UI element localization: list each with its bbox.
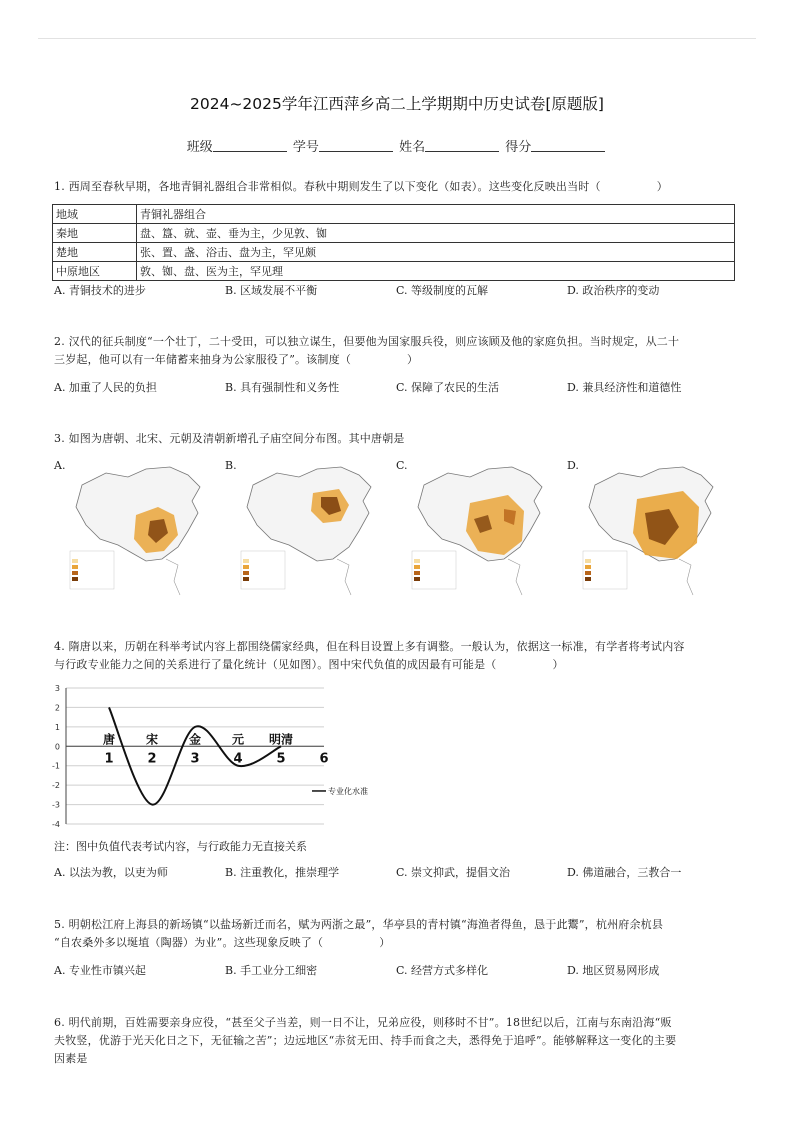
legend-label: 专业化水准: [328, 786, 368, 796]
page-title: 2024~2025学年江西萍乡高二上学期期中历史试卷[原题版]: [190, 95, 604, 113]
question-6-stem-line-1: 6. 明代前期，百姓需要亲身应役，“甚至父子当差，则一日不让，兄弟应役，则移时不甘”。18世纪以后，江南与东南沿海“贩: [54, 1016, 672, 1029]
x-tick-label: 4: [233, 751, 243, 767]
map-option-b[interactable]: [225, 455, 385, 605]
name-field[interactable]: [425, 140, 499, 152]
table-cell: 敦、铷、盘、医为主，罕见理: [137, 262, 735, 281]
student-id-label: 学号: [292, 140, 319, 155]
question-5-stem-line-1: 5. 明朝松江府上海县的新场镇“以盐场新迁而名，赋为两浙之最”，华亭县的青村镇“海渔者得鱼，恳于此鬻”，杭州府余杭县: [54, 918, 664, 931]
header-divider: [38, 38, 756, 39]
option-a[interactable]: A. 以法为教，以吏为师: [54, 866, 168, 879]
student-info-row: [0, 136, 794, 155]
y-tick-label: -1: [52, 761, 60, 771]
option-d-letter: D.: [567, 459, 579, 472]
option-c[interactable]: C. 保障了农民的生活: [396, 381, 500, 394]
question-4-stem-line-1: 4. 隋唐以来，历朝在科举考试内容上都围绕儒家经典，但在科目设置上多有调整。一般认为，依据这一标准，有学者将考试内容: [54, 640, 685, 653]
option-a-letter: A.: [54, 459, 66, 472]
option-b[interactable]: B. 注重教化，推崇理学: [225, 866, 340, 879]
y-tick-label: 0: [54, 742, 60, 752]
table-row: [53, 262, 735, 281]
option-a[interactable]: A. 加重了人民的负担: [54, 381, 157, 394]
class-label: 班级: [186, 140, 213, 155]
question-4-stem-line-2: 与行政专业能力之间的关系进行了量化统计（见如图）。图中宋代负值的成因最有可能是（ ）: [54, 658, 564, 671]
y-tick-label: -2: [52, 781, 60, 791]
x-tick-label: 6: [319, 751, 329, 767]
x-tick-label: 1: [104, 751, 114, 767]
class-field[interactable]: [213, 140, 287, 152]
name-label: 姓名: [399, 140, 426, 155]
question-1-options: [54, 282, 744, 298]
question-2-stem-line-1: 2. 汉代的征兵制度“一个壮丁，二十受田，可以独立谋生，但要他为国家服兵役，则应该顾及他的家庭负担。当时规定，从二十: [54, 335, 680, 348]
score-label: 得分: [505, 140, 532, 155]
option-d[interactable]: D. 佛道融合，三教合一: [567, 866, 682, 879]
map-option-a[interactable]: [54, 455, 214, 605]
question-1-table: [52, 204, 735, 281]
question-1-stem: 1. 西周至春秋早期，各地青铜礼器组合非常相似。春秋中期则发生了以下变化（如表）。这些变化反映出当时（ ）: [54, 180, 668, 193]
question-6-stem-line-3: 因素是: [54, 1052, 88, 1065]
score-field[interactable]: [531, 140, 605, 152]
option-c[interactable]: C. 崇文抑武，提倡文治: [396, 866, 511, 879]
y-tick-label: 2: [54, 703, 60, 713]
y-tick-label: -4: [52, 820, 60, 829]
table-cell: 楚地: [53, 243, 137, 262]
question-3-maps: [54, 455, 744, 605]
dynasty-label: 唐: [102, 732, 116, 747]
table-cell: 张、置、盏、浴击、盘为主，罕见颇: [137, 243, 735, 262]
option-c[interactable]: C. 等级制度的瓦解: [396, 284, 489, 297]
china-map-image: [579, 455, 729, 605]
question-4-line-chart: [50, 680, 380, 830]
option-d[interactable]: D. 地区贸易网形成: [567, 964, 660, 977]
question-4-note: 注：图中负值代表考试内容，与行政能力无直接关系: [54, 840, 307, 853]
table-row: [53, 205, 735, 224]
question-2-stem-line-2: 三岁起，他可以有一年储蓄来抽身为公家服役了”。该制度（ ）: [54, 353, 419, 366]
question-6-stem-line-2: 夫牧竖，优游于光天化日之下，无征输之苦”；边远地区“赤贫无田、持手而食之夫，悉得免于追呼”。能够解释这一变化的主要: [54, 1034, 677, 1047]
question-5-stem-line-2: “自农桑外多以埏埴（陶器）为业”。这些现象反映了（ ）: [54, 936, 391, 949]
student-id-field[interactable]: [319, 140, 393, 152]
question-4-options: [54, 864, 744, 880]
table-cell: 地域: [53, 205, 137, 224]
option-b[interactable]: B. 区域发展不平衡: [225, 284, 318, 297]
option-c[interactable]: C. 经营方式多样化: [396, 964, 489, 977]
x-tick-label: 5: [276, 751, 286, 767]
question-3-stem: 3. 如图为唐朝、北宋、元朝及清朝新增孔子庙空间分布图。其中唐朝是: [54, 432, 405, 445]
option-a[interactable]: A. 青铜技术的进步: [54, 284, 146, 297]
y-tick-label: 3: [54, 684, 60, 693]
option-d[interactable]: D. 兼具经济性和道德性: [567, 381, 682, 394]
y-tick-label: -3: [52, 800, 60, 810]
map-option-c[interactable]: [396, 455, 556, 605]
option-b[interactable]: B. 手工业分工细密: [225, 964, 318, 977]
table-cell: 中原地区: [53, 262, 137, 281]
question-5-options: [54, 962, 744, 978]
option-b-letter: B.: [225, 459, 237, 472]
map-option-d[interactable]: [567, 455, 727, 605]
option-d[interactable]: D. 政治秩序的变动: [567, 284, 660, 297]
x-tick-label: 3: [190, 751, 200, 767]
table-cell: 秦地: [53, 224, 137, 243]
dynasty-label: 元: [231, 732, 245, 747]
table-cell: 青铜礼器组合: [137, 205, 735, 224]
option-b[interactable]: B. 具有强制性和义务性: [225, 381, 340, 394]
table-cell: 盘、簋、就、壶、垂为主，少见敦、铷: [137, 224, 735, 243]
china-map-image: [408, 455, 558, 605]
question-2-options: [54, 379, 744, 395]
dynasty-label: 金: [188, 732, 202, 747]
x-tick-label: 2: [147, 751, 157, 767]
china-map-image: [237, 455, 387, 605]
y-tick-label: 1: [54, 722, 60, 732]
table-row: [53, 243, 735, 262]
china-map-image: [66, 455, 216, 605]
dynasty-label: 明清: [268, 732, 294, 747]
table-row: [53, 224, 735, 243]
dynasty-label: 宋: [145, 732, 159, 747]
option-a[interactable]: A. 专业性市镇兴起: [54, 964, 146, 977]
option-c-letter: C.: [396, 459, 408, 472]
